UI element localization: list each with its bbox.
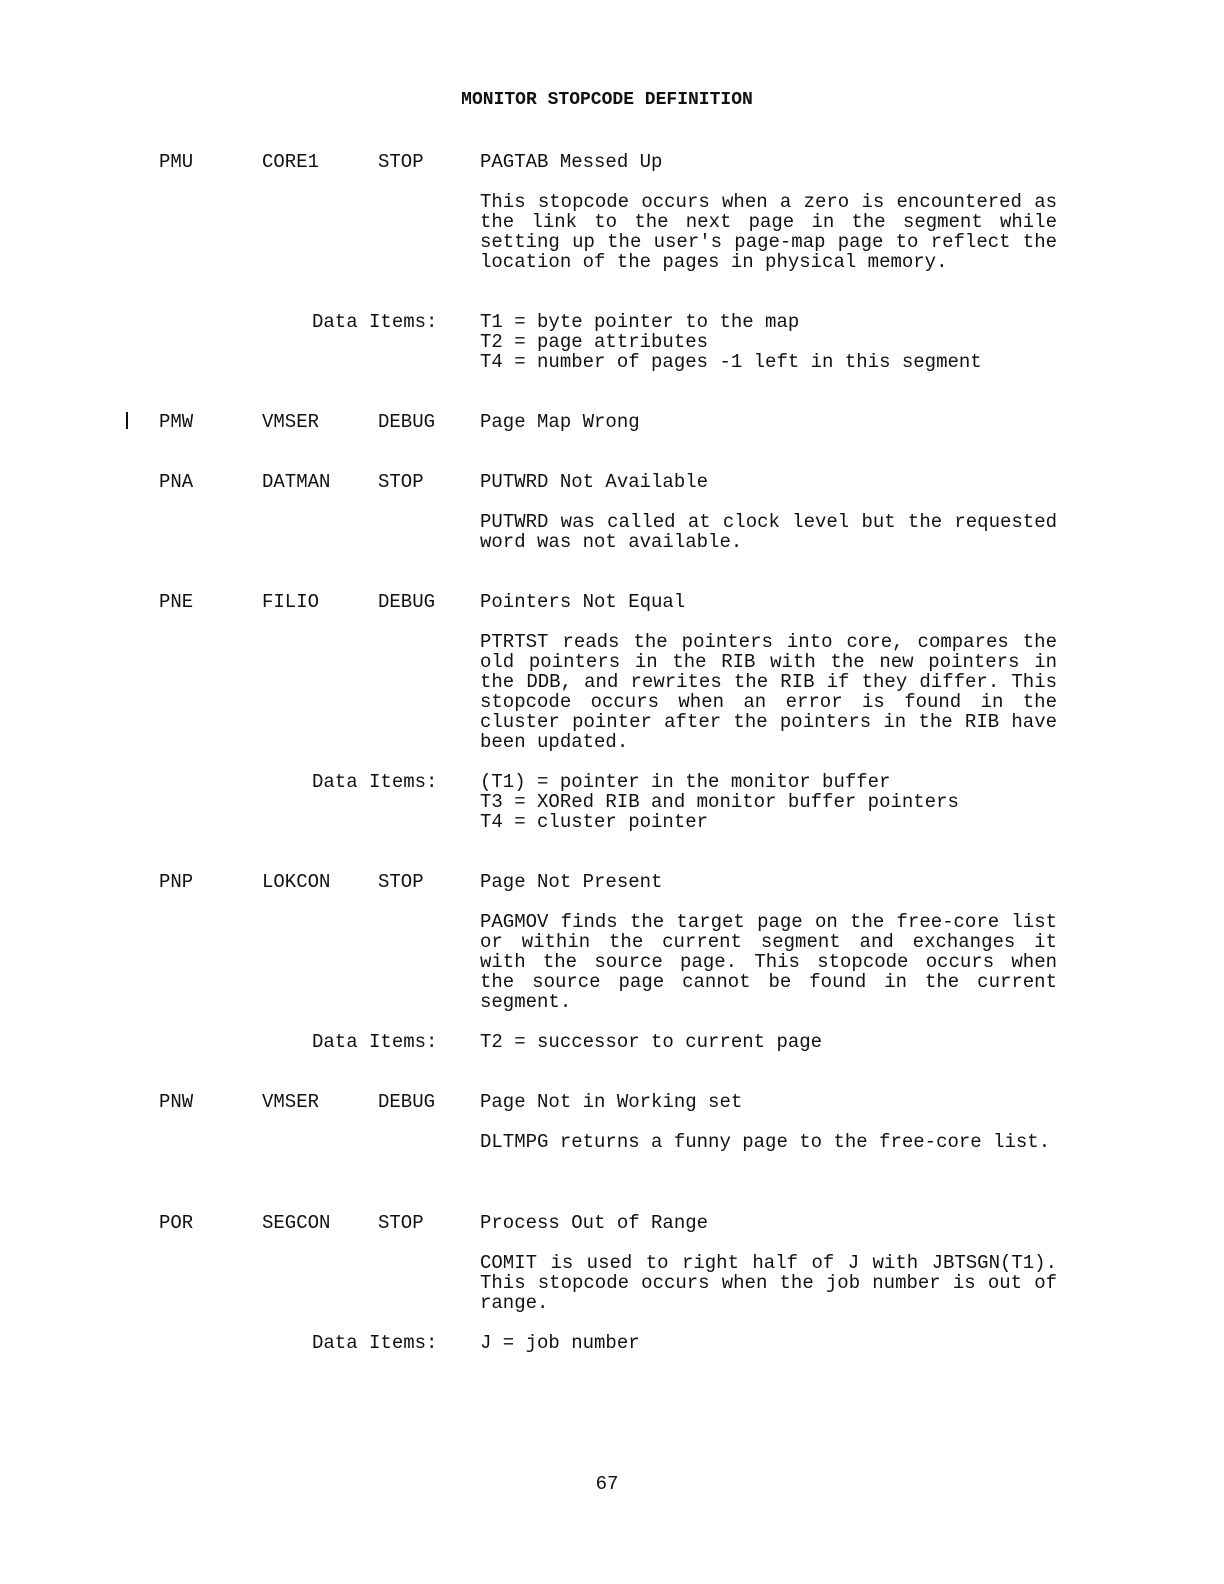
stopcode-module: VMSER: [262, 1091, 320, 1113]
stopcode-description: This stopcode occurs when a zero is encountered as the link to the next page in the segment while setting up the user's page-map page to reflect the location of the pages in physical memory.: [480, 191, 1057, 273]
data-items-label: Data Items:: [312, 771, 438, 793]
stopcode-module: VMSER: [262, 411, 320, 433]
stopcode-type: DEBUG: [378, 1091, 436, 1113]
data-items-label: Data Items:: [312, 311, 438, 333]
stopcode-description: COMIT is used to right half of J with JBTSGN(T1). This stopcode occurs when the job number is out of range.: [480, 1252, 1057, 1314]
stopcode-code: POR: [159, 1212, 194, 1234]
stopcode-type: STOP: [378, 871, 424, 893]
revision-change-bar: [126, 412, 128, 429]
data-item: T2 = page attributes: [480, 331, 709, 353]
stopcode-type: DEBUG: [378, 591, 436, 613]
stopcode-module: LOKCON: [262, 871, 331, 893]
stopcode-module: SEGCON: [262, 1212, 331, 1234]
stopcode-type: STOP: [378, 1212, 424, 1234]
data-items-list: [480, 312, 982, 372]
stopcode-code: PNE: [159, 591, 194, 613]
stopcode-module: CORE1: [262, 151, 320, 173]
data-items-list: [480, 772, 959, 832]
data-item: T1 = byte pointer to the map: [480, 311, 800, 333]
stopcode-description: DLTMPG returns a funny page to the free-core list.: [480, 1131, 1051, 1153]
stopcode-type: STOP: [378, 471, 424, 493]
stopcode-name: PAGTAB Messed Up: [480, 151, 663, 173]
stopcode-description: PTRTST reads the pointers into core, compares the old pointers in the RIB with the new pointers in the DDB, and rewrites the RIB if they differ. This stopcode occurs when an error is found in the cluster pointer after the pointers in the RIB have been updated.: [480, 631, 1057, 753]
stopcode-code: PMU: [159, 151, 194, 173]
page-number: 67: [595, 1473, 619, 1495]
data-item: T4 = cluster pointer: [480, 811, 709, 833]
stopcode-name: Process Out of Range: [480, 1212, 709, 1234]
data-items-label: Data Items:: [312, 1332, 438, 1354]
data-item: T4 = number of pages -1 left in this segment: [480, 351, 982, 373]
data-items-list: [480, 1032, 822, 1052]
stopcode-code: PMW: [159, 411, 194, 433]
data-items-label: Data Items:: [312, 1031, 438, 1053]
stopcode-module: FILIO: [262, 591, 320, 613]
data-item: T3 = XORed RIB and monitor buffer pointers: [480, 791, 959, 813]
stopcode-code: PNP: [159, 871, 194, 893]
stopcode-description: PAGMOV finds the target page on the free-core list or within the current segment and exchanges it with the source page. This stopcode occurs when the source page cannot be found in the current segment.: [480, 911, 1057, 1013]
stopcode-name: Page Not in Working set: [480, 1091, 743, 1113]
stopcode-description: PUTWRD was called at clock level but the requested word was not available.: [480, 511, 1057, 553]
stopcode-module: DATMAN: [262, 471, 331, 493]
stopcode-type: STOP: [378, 151, 424, 173]
stopcode-name: Page Not Present: [480, 871, 663, 893]
stopcode-name: Pointers Not Equal: [480, 591, 686, 613]
stopcode-name: PUTWRD Not Available: [480, 471, 709, 493]
data-item: T2 = successor to current page: [480, 1031, 823, 1053]
document-title: MONITOR STOPCODE DEFINITION: [461, 90, 753, 110]
stopcode-name: Page Map Wrong: [480, 411, 640, 433]
stopcode-type: DEBUG: [378, 411, 436, 433]
data-items-list: [480, 1333, 640, 1353]
stopcode-code: PNA: [159, 471, 194, 493]
data-item: J = job number: [480, 1332, 640, 1354]
data-item: (T1) = pointer in the monitor buffer: [480, 771, 891, 793]
stopcode-code: PNW: [159, 1091, 194, 1113]
